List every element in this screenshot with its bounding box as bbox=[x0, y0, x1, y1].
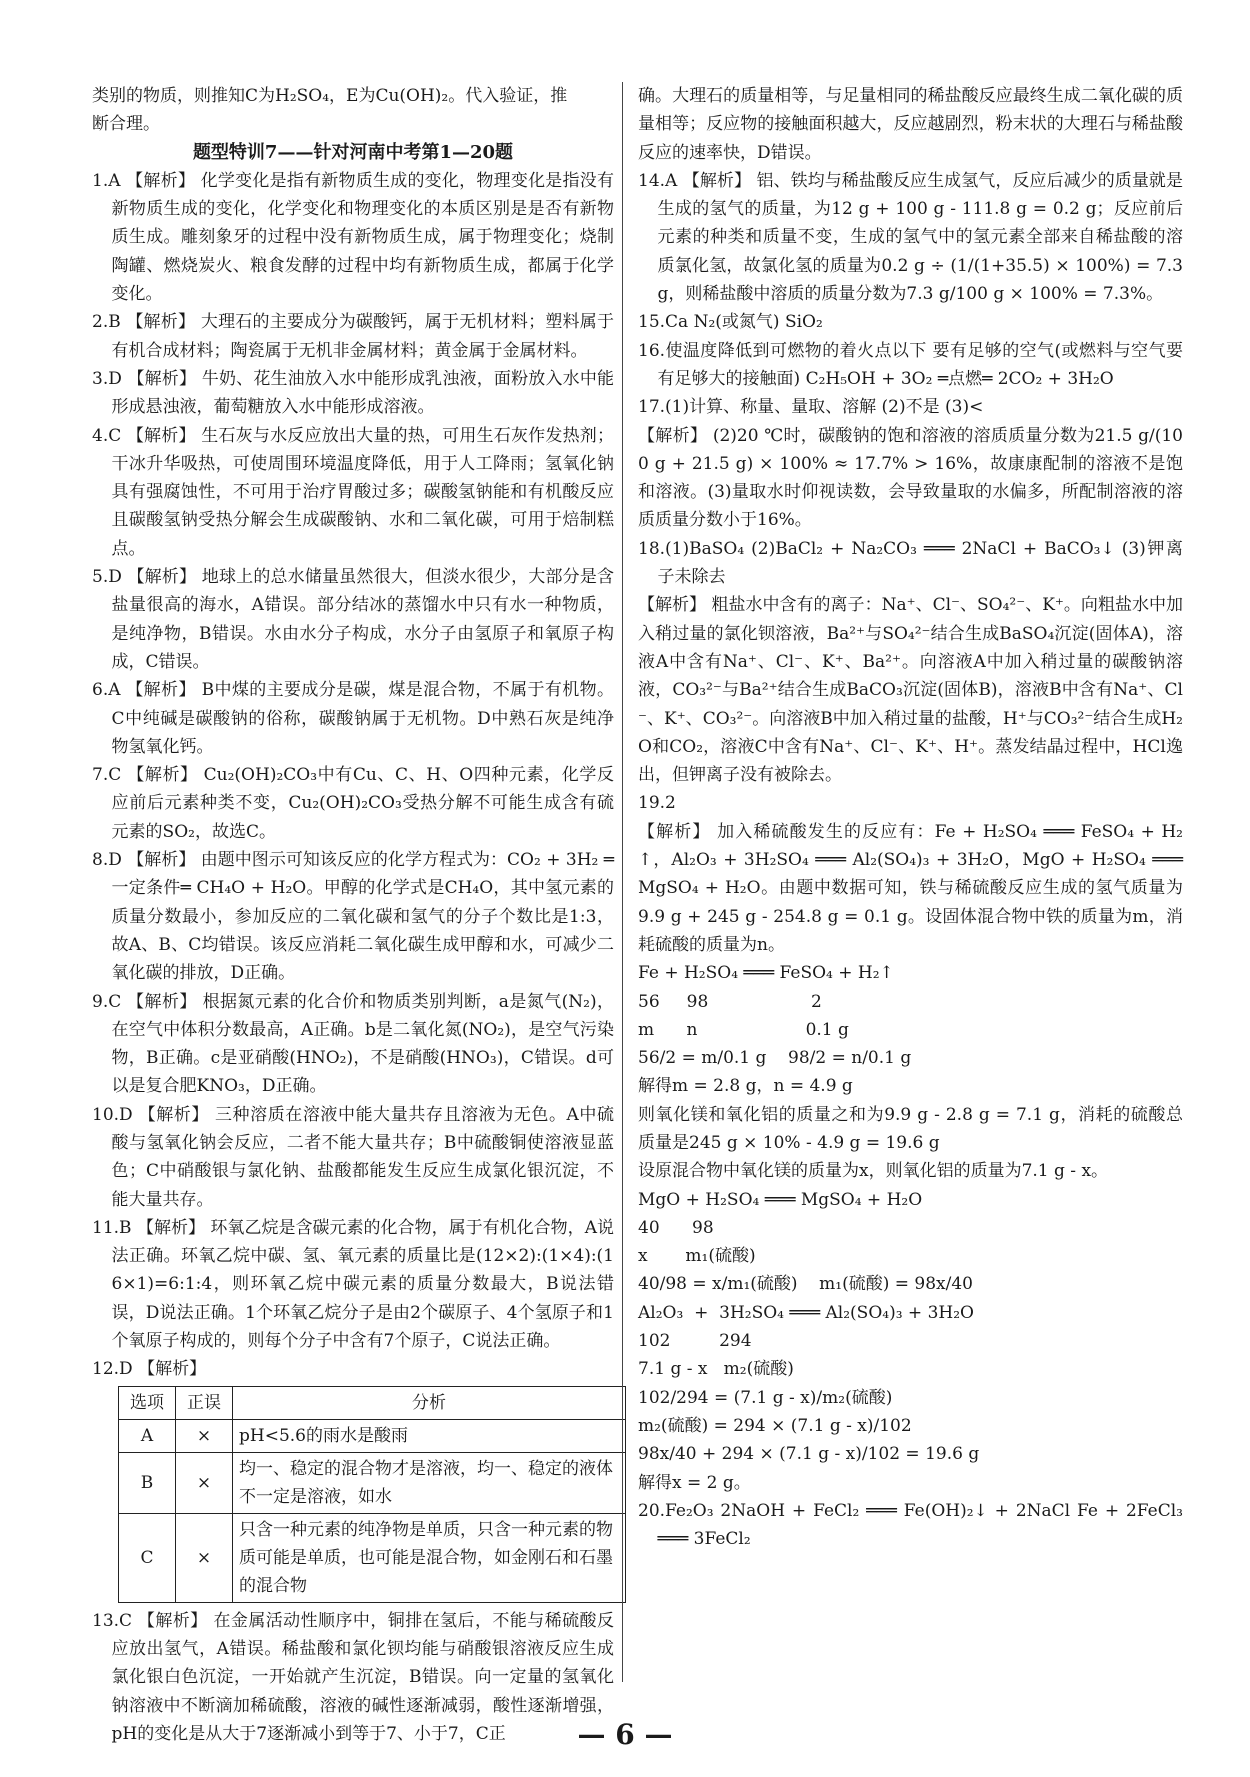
answer-8: 8.D 【解析】 由题中图示可知该反应的化学方程式为：CO₂ + 3H₂ ═一定条件═ CH₄O + H₂O。甲醇的化学式是CH₄O，其中氢元素的质量分数最小，参加反应的二氧化碳和氢气的分子个数比是1:3，故A、B、C均错误。该反应消耗二氧化碳生成甲醇和水，可减少二氧化碳的排放，D正确。 bbox=[92, 850, 614, 984]
calc-line: m₂(硫酸) = 294 × (7.1 g - x)/102 bbox=[638, 1415, 912, 1436]
calc-line: 98x/40 + 294 × (7.1 g - x)/102 = 19.6 g bbox=[638, 1444, 980, 1465]
calc-line: 40 98 bbox=[638, 1217, 714, 1238]
calc-line: 56/2 = m/0.1 g 98/2 = n/0.1 g bbox=[638, 1048, 912, 1069]
intro-line-1: 类别的物质，则推知C为H₂SO₄，E为Cu(OH)₂。代入验证，推 bbox=[92, 86, 568, 106]
table-cell-mark: × bbox=[176, 1452, 233, 1513]
left-column bbox=[92, 82, 614, 1748]
para-assume: 设原混合物中氧化镁的质量为x，则氧化铝的质量为7.1 g - x。 bbox=[638, 1161, 1109, 1182]
answer-15: 15.Ca N₂(或氮气) SiO₂ bbox=[638, 312, 823, 333]
table-cell-analysis: 均一、稳定的混合物才是溶液，均一、稳定的液体不一定是溶液，如水 bbox=[233, 1452, 626, 1513]
right-column bbox=[638, 82, 1183, 1553]
calc-line: 40/98 = x/m₁(硫酸) m₁(硫酸) = 98x/40 bbox=[638, 1274, 974, 1295]
table-cell-mark: × bbox=[176, 1513, 233, 1602]
calc-line: m n 0.1 g bbox=[638, 1019, 849, 1040]
answer-11: 11.B 【解析】 环氧乙烷是含碳元素的化合物，属于有机化合物，A说法正确。环氧乙烷中碳、氢、氧元素的质量比是(12×2):(1×4):(16×1)=6:1:4，则环氧乙烷中碳元素的质量分数最大，B说法错误，D说法正确。1个环氧乙烷分子是由2个碳原子、4个氢原子和1个氧原子构成的，则每个分子中含有7个原子，C说法正确。 bbox=[92, 1217, 614, 1352]
calc-line: 7.1 g - x m₂(硫酸) bbox=[638, 1359, 794, 1380]
table-cell-option: B bbox=[119, 1452, 176, 1513]
table-cell-analysis: 只含一种元素的纯净物是单质，只含一种元素的物质可能是单质，也可能是混合物，如金刚石和石墨的混合物 bbox=[233, 1513, 626, 1602]
answer-1: 1.A 【解析】 化学变化是指有新物质生成的变化，物理变化是指没有新物质生成的变化，化学变化和物理变化的本质区别是是否有新物质生成。雕刻象牙的过程中没有新物质生成，属于物理变化；烧制陶罐、燃烧炭火、粮食发酵的过程中均有新物质生成，都属于化学变化。 bbox=[92, 170, 614, 305]
answer-18-analysis: 【解析】 粗盐水中含有的离子：Na⁺、Cl⁻、SO₄²⁻、K⁺。向粗盐水中加入稍过量的氯化钡溶液，Ba²⁺与SO₄²⁻结合生成BaSO₄沉淀(固体A)，溶液A中含有Na⁺、Cl⁻、K⁺、Ba²⁺。向溶液A中加入稍过量的碳酸钠溶液，CO₃²⁻与Ba²⁺结合生成BaCO₃沉淀(固体B)，溶液B中含有Na⁺、Cl⁻、K⁺、CO₃²⁻。向溶液B中加入稍过量的盐酸，H⁺与CO₃²⁻结合生成H₂O和CO₂，溶液C中含有Na⁺、Cl⁻、K⁺、H⁺。蒸发结晶过程中，HCl逸出，但钾离子没有被除去。 bbox=[638, 595, 1183, 786]
table-header-option: 选项 bbox=[119, 1386, 176, 1419]
answer-10: 10.D 【解析】 三种溶质在溶液中能大量共存且溶液为无色。A中硫酸与氢氧化钠会反应，二者不能大量共存；B中硫酸铜使溶液显蓝色；C中硝酸银与氯化钠、盐酸都能发生反应生成氯化银沉淀，不能大量共存。 bbox=[92, 1104, 614, 1210]
para-sum: 则氧化镁和氧化铝的质量之和为9.9 g - 2.8 g = 7.1 g，消耗的硫酸总质量是245 g × 10% - 4.9 g = 19.6 g bbox=[638, 1104, 1183, 1153]
answer-12: 12.D 【解析】 bbox=[92, 1359, 207, 1380]
table-row bbox=[119, 1452, 626, 1513]
column-divider bbox=[622, 82, 623, 1682]
table-row bbox=[119, 1419, 626, 1452]
answer-6: 6.A 【解析】 B中煤的主要成分是碳，煤是混合物，不属于有机物。C中纯碱是碳酸钠的俗称，碳酸钠属于无机物。D中熟石灰是纯净物氢氧化钙。 bbox=[92, 680, 614, 757]
calc-line: 解得x = 2 g。 bbox=[638, 1472, 751, 1493]
page-number: — 6 — bbox=[577, 1718, 673, 1751]
answer-4: 4.C 【解析】 生石灰与水反应放出大量的热，可用生石灰作发热剂；干冰升华吸热，可使周围环境温度降低，用于人工降雨；氢氧化钠具有强腐蚀性，不可用于治疗胃酸过多；碳酸氢钠能和有机酸反应且碳酸氢钠受热分解会生成碳酸钠、水和二氧化碳，可用于焙制糕点。 bbox=[92, 425, 614, 559]
section-title: 题型特训7——针对河南中考第1—20题 bbox=[192, 141, 514, 163]
answer-18: 18.(1)BaSO₄ (2)BaCl₂ + Na₂CO₃ ═══ 2NaCl + BaCO₃↓ (3)钾离子未除去 bbox=[638, 538, 1183, 588]
answer-19: 19.2 bbox=[638, 793, 676, 814]
calc-line: x m₁(硫酸) bbox=[638, 1246, 756, 1267]
calc-line: MgO + H₂SO₄ ═══ MgSO₄ + H₂O bbox=[638, 1189, 923, 1210]
answer-17-analysis: 【解析】 (2)20 ℃时，碳酸钠的饱和溶液的溶质质量分数为21.5 g/(100 g + 21.5 g) × 100% ≈ 17.7% > 16%，故康康配制的溶液不是饱和溶液。(3)量取水时仰视读数，会导致量取的水偏多，所配制溶液的溶质质量分数小于16%。 bbox=[638, 425, 1183, 531]
intro-line-2: 断合理。 bbox=[92, 114, 160, 135]
table-header-analysis: 分析 bbox=[233, 1386, 626, 1419]
table-cell-option: C bbox=[119, 1513, 176, 1602]
table-cell-analysis: pH<5.6的雨水是酸雨 bbox=[233, 1419, 626, 1452]
answer-7: 7.C 【解析】 Cu₂(OH)₂CO₃中有Cu、C、H、O四种元素，化学反应前后元素种类不变，Cu₂(OH)₂CO₃受热分解不可能生成含有硫元素的SO₂，故选C。 bbox=[92, 765, 614, 842]
answer-2: 2.B 【解析】 大理石的主要成分为碳酸钙，属于无机材料；塑料属于有机合成材料；陶瓷属于无机非金属材料；黄金属于金属材料。 bbox=[92, 312, 614, 361]
answer-14: 14.A 【解析】 铝、铁均与稀盐酸反应生成氢气，反应后减少的质量就是生成的氢气的质量，为12 g + 100 g - 111.8 g = 0.2 g；反应前后元素的种类和质量不变，生成的氢气中的氢元素全部来自稀盐酸的溶质氯化氢，故氯化氢的质量为0.2 g ÷ (1/(1+35.5) × 100%) = 7.3 g，则稀盐酸中溶质的质量分数为7.3 g/100 g × 100% = 7.3%。 bbox=[638, 170, 1183, 305]
answer-19-analysis: 【解析】 加入稀硫酸发生的反应有：Fe + H₂SO₄ ═══ FeSO₄ + H₂↑，Al₂O₃ + 3H₂SO₄ ═══ Al₂(SO₄)₃ + 3H₂O，MgO + H₂SO₄ ═══ MgSO₄ + H₂O。由题中数据可知，铁与稀硫酸反应生成的氢气质量为9.9 g + 245 g - 254.8 g = 0.1 g。设固体混合物中铁的质量为m，消耗硫酸的质量为n。 bbox=[638, 821, 1183, 955]
answer-9: 9.C 【解析】 根据氮元素的化合价和物质类别判断，a是氮气(N₂)，在空气中体积分数最高，A正确。b是二氧化氮(NO₂)，是空气污染物，B正确。c是亚硝酸(HNO₂)，不是硝酸(HNO₃)，C错误。d可以是复合肥KNO₃，D正确。 bbox=[92, 991, 614, 1097]
answer-16: 16.使温度降低到可燃物的着火点以下 要有足够的空气(或燃料与空气要有足够大的接触面) C₂H₅OH + 3O₂ ═点燃═ 2CO₂ + 3H₂O bbox=[638, 340, 1183, 389]
table-header-mark: 正误 bbox=[176, 1386, 233, 1419]
answer-20: 20.Fe₂O₃ 2NaOH + FeCl₂ ═══ Fe(OH)₂↓ + 2NaCl Fe + 2FeCl₃ ═══ 3FeCl₂ bbox=[638, 1500, 1183, 1550]
answer-5: 5.D 【解析】 地球上的总水储量虽然很大，但淡水很少，大部分是含盐量很高的海水，A错误。部分结冰的蒸馏水中只有水一种物质，是纯净物，B错误。水由水分子构成，水分子由氢原子和氧原子构成，C错误。 bbox=[92, 567, 614, 672]
table-row bbox=[119, 1513, 626, 1602]
calc-line: Al₂O₃ + 3H₂SO₄ ═══ Al₂(SO₄)₃ + 3H₂O bbox=[638, 1302, 974, 1323]
calc-line: 102 294 bbox=[638, 1331, 752, 1352]
calc-line: 解得m = 2.8 g，n = 4.9 g bbox=[638, 1076, 853, 1097]
analysis-table bbox=[118, 1386, 626, 1603]
answer-3: 3.D 【解析】 牛奶、花生油放入水中能形成乳浊液，面粉放入水中能形成悬浊液，葡萄糖放入水中能形成溶液。 bbox=[92, 368, 614, 418]
answer-13-part1: 13.C 【解析】 在金属活动性顺序中，铜排在氢后，不能与稀硫酸反应放出氢气，A错误。稀盐酸和氯化钡均能与硝酸银溶液反应生成氯化银白色沉淀，一开始就产生沉淀，B错误。向一定量的氢氧化钠溶液中不断滴加稀硫酸，溶液的碱性逐渐减弱，酸性逐渐增强，pH的变化是从大于7逐渐减小到等于7、小于7，C正 bbox=[92, 1610, 614, 1744]
calc-line: 102/294 = (7.1 g - x)/m₂(硫酸) bbox=[638, 1387, 893, 1408]
answer-13-part2: 确。大理石的质量相等，与足量相同的稀盐酸反应最终生成二氧化碳的质量相等；反应物的接触面积越大，反应越剧烈，粉末状的大理石与稀盐酸反应的速率快，D错误。 bbox=[638, 86, 1183, 163]
answer-17: 17.(1)计算、称量、量取、溶解 (2)不是 (3)< bbox=[638, 397, 984, 418]
table-header-row bbox=[119, 1386, 626, 1419]
table-cell-mark: × bbox=[176, 1419, 233, 1452]
table-cell-option: A bbox=[119, 1419, 176, 1452]
calc-line: Fe + H₂SO₄ ═══ FeSO₄ + H₂↑ bbox=[638, 963, 894, 984]
calc-line: 56 98 2 bbox=[638, 991, 822, 1012]
